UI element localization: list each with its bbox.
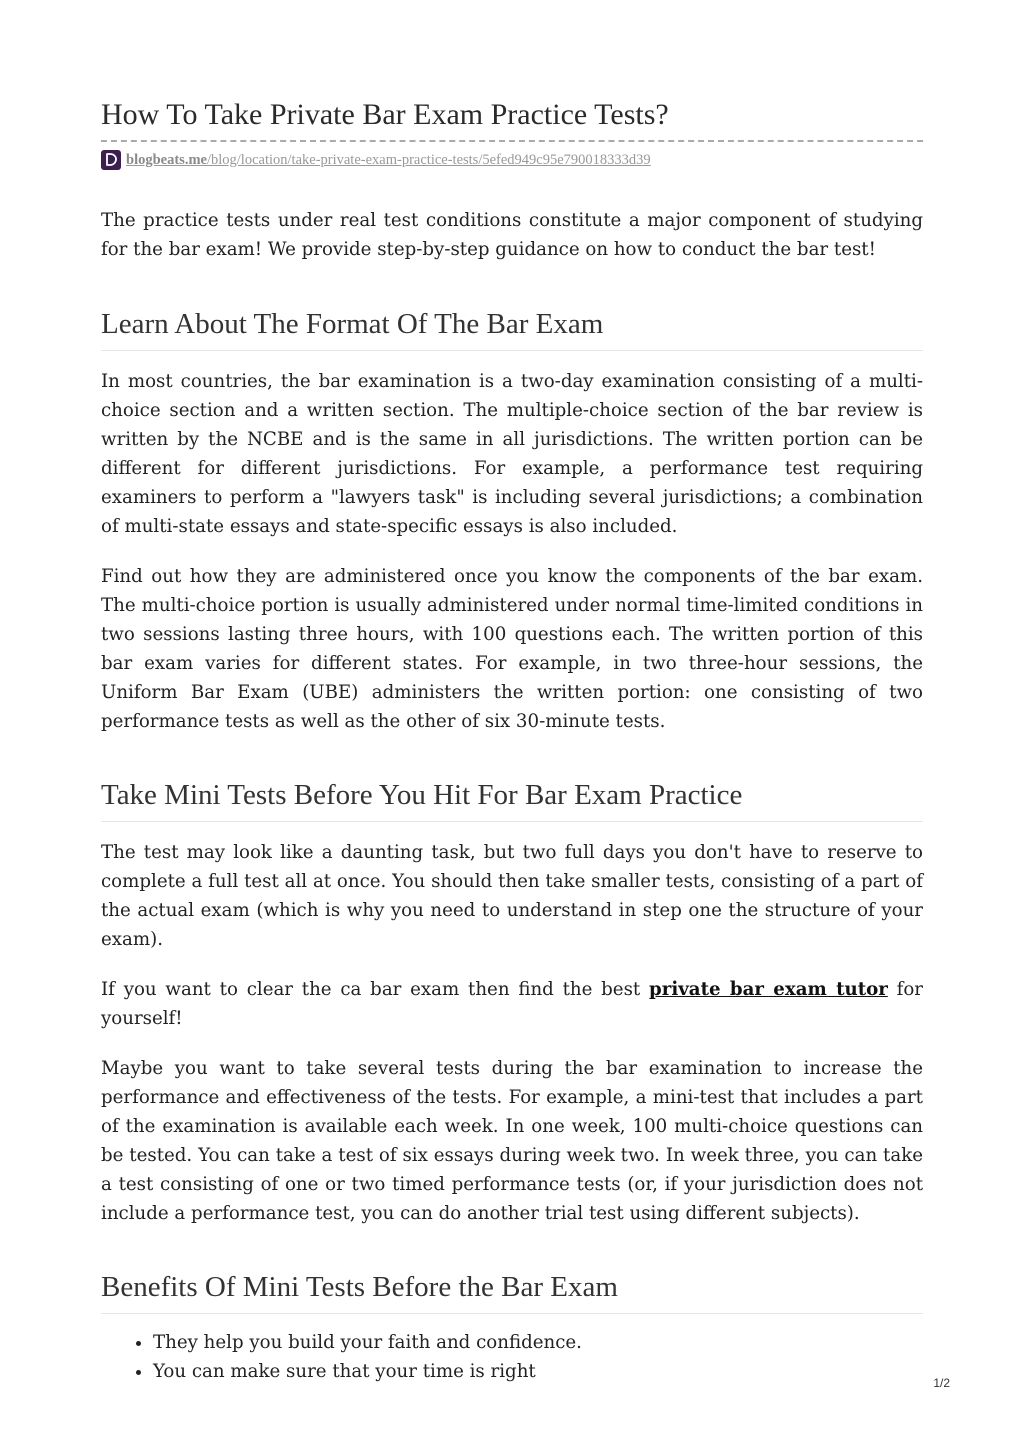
section-heading-mini-tests: Take Mini Tests Before You Hit For Bar Exam Practice bbox=[101, 777, 923, 822]
section-heading-benefits: Benefits Of Mini Tests Before the Bar Exam bbox=[101, 1269, 923, 1314]
intro-paragraph: The practice tests under real test conditions constitute a major component of studying for the bar exam! We provide step-by-step guidance on how to conduct the bar test! bbox=[101, 210, 923, 260]
source-line bbox=[101, 150, 923, 170]
benefits-list bbox=[101, 1328, 923, 1386]
tutor-paragraph bbox=[101, 975, 923, 1033]
list-item: • You can make sure that your time is right bbox=[153, 1357, 923, 1386]
source-domain: blogbeats.me bbox=[126, 152, 207, 168]
list-item: • They help you build your faith and confidence. bbox=[153, 1328, 923, 1357]
source-url-link[interactable] bbox=[126, 150, 651, 170]
page-title: How To Take Private Bar Exam Practice Tests? bbox=[101, 96, 923, 142]
paragraph: Maybe you want to take several tests during the bar examination to increase the performance and effectiveness of the tests. For example, a mini-test that includes a part of the examination is available each week. In one week, 100 multi-choice questions can be tested. You can take a test of six essays during week two. In week three, you can take a test consisting of one or two timed performance tests (or, if your jurisdiction does not include a performance test, you can do another trial test using different subjects). bbox=[101, 1058, 923, 1224]
paragraph: Find out how they are administered once you know the components of the bar exam. The multi-choice portion is usually administered under normal time-limited conditions in two sessions lasting three hours, with 100 questions each. The written portion of this bar exam varies for different states. For example, in two three-hour sessions, the Uniform Bar Exam (UBE) administers the written portion: one consisting of two performance tests as well as the other of six 30-minute tests. bbox=[101, 566, 923, 732]
paragraph: The test may look like a daunting task, but two full days you don't have to reserve to complete a full test all at once. You should then take smaller tests, consisting of a part of the actual exam (which is why you need to understand in step one the structure of your exam). bbox=[101, 842, 923, 950]
page-number: 1/2 bbox=[933, 1376, 950, 1390]
paragraph: In most countries, the bar examination is a two-day examination consisting of a multi-choice section and a written section. The multiple-choice section of the bar review is written by the NCBE and is the same in all jurisdictions. The written portion can be different for different jurisdictions. For example, a performance test requiring examiners to perform a "lawyers task" is including several jurisdictions; a combination of multi-state essays and state-specific essays is also included. bbox=[101, 371, 923, 537]
source-path: /blog/location/take-private-exam-practice-tests/5efed949c95e790018333d39 bbox=[206, 152, 651, 168]
section-heading-format: Learn About The Format Of The Bar Exam bbox=[101, 306, 923, 351]
private-bar-exam-tutor-link[interactable]: private bar exam tutor bbox=[649, 979, 888, 1000]
tutor-text-after: for yourself! bbox=[101, 979, 923, 1029]
site-logo-icon bbox=[101, 150, 121, 170]
document-page bbox=[101, 96, 923, 1386]
tutor-text-before: If you want to clear the ca bar exam then find the best bbox=[101, 979, 650, 1000]
